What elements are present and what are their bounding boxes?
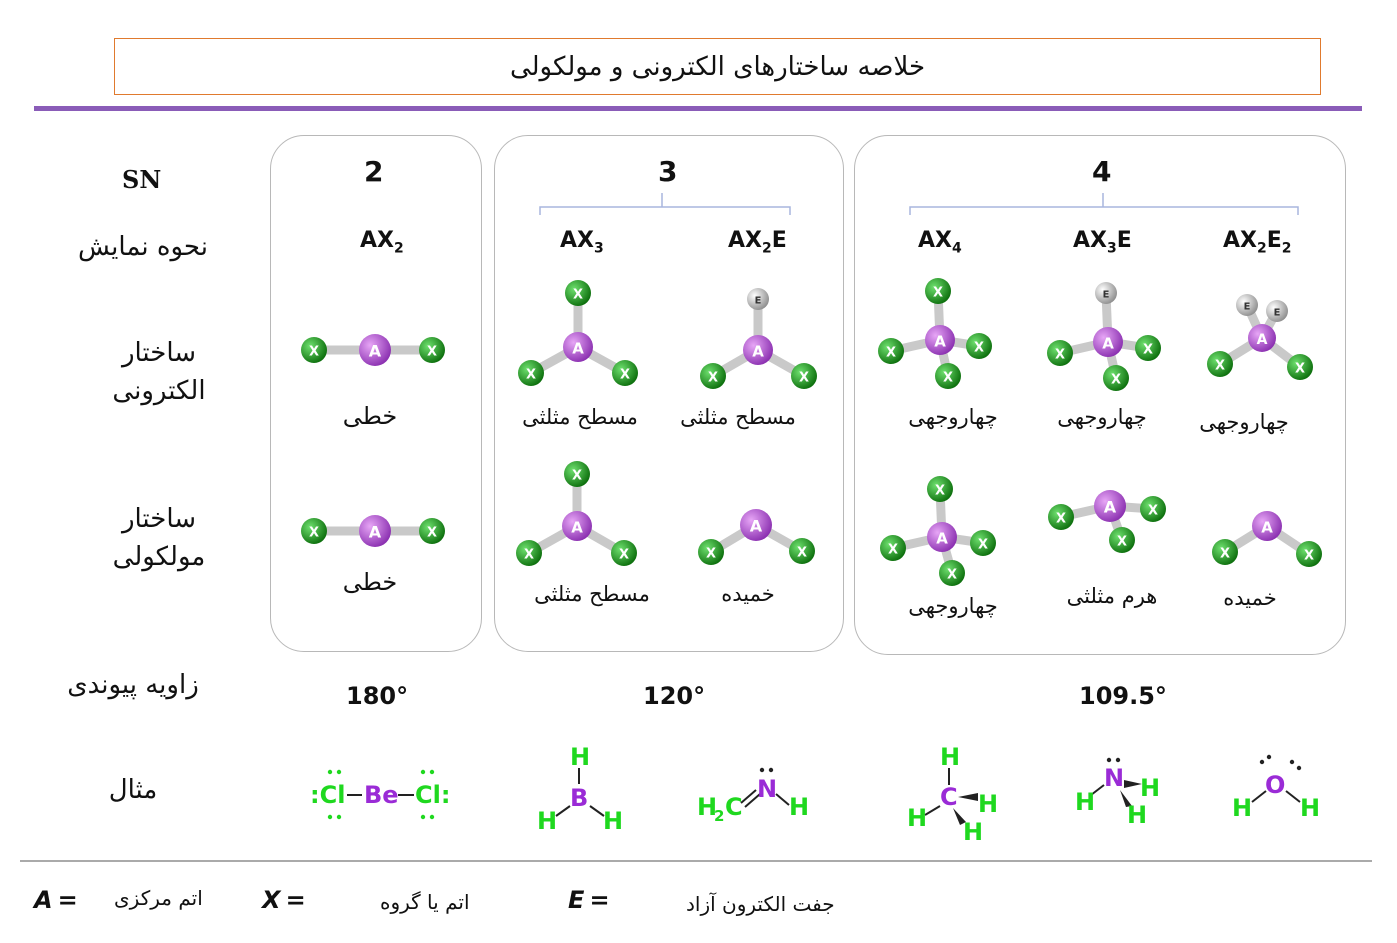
notation-ax2e2: $AX_2E_2$	[1223, 228, 1292, 257]
svg-text:X: X	[525, 367, 537, 383]
svg-text:X: X	[308, 344, 320, 360]
legend-lone-pair-text: جفت الکترون آزاد	[686, 892, 835, 916]
svg-text:X: X	[707, 370, 719, 386]
svg-text:X: X	[1055, 511, 1067, 527]
svg-text:A: A	[571, 518, 583, 537]
molecular-geometry-ax4: چهاروجهی	[908, 594, 998, 618]
sn-value-4: 4	[1092, 155, 1112, 188]
svg-text:H: H	[1232, 794, 1253, 822]
row-label-example: مثال	[108, 775, 158, 805]
legend-lone-pair: E =	[568, 886, 610, 914]
svg-text:X: X	[1054, 347, 1066, 363]
svg-text:X: X	[946, 567, 958, 583]
row-label-notation: نحوه نمایش	[78, 232, 208, 262]
svg-text:A: A	[1261, 518, 1273, 537]
svg-text:E: E	[1243, 301, 1251, 313]
row-label-electronic-1: ساختار	[121, 338, 197, 368]
svg-text:H: H	[789, 793, 810, 821]
svg-text:H: H	[570, 743, 591, 771]
svg-text:E: E	[1102, 289, 1110, 301]
notation-ax3e: $AX_3E$	[1073, 228, 1132, 257]
legend-symbol-x: X	[262, 886, 281, 914]
molecular-geometry-ax2e: خمیده	[721, 582, 775, 606]
example-nh3	[1075, 758, 1160, 829]
svg-text:X: X	[1214, 358, 1226, 374]
notation-ax2e: $AX_2E$	[728, 228, 787, 257]
svg-text:E: E	[1273, 307, 1281, 319]
row-label-electronic-2: الکترونی	[112, 376, 206, 406]
svg-text:A: A	[1103, 497, 1117, 517]
svg-text:2: 2	[714, 807, 725, 825]
svg-text:H: H	[1075, 788, 1096, 816]
notation-ax2: $AX_2$	[360, 228, 404, 257]
svg-text:A: A	[1102, 334, 1114, 353]
svg-text:H: H	[1300, 794, 1321, 822]
svg-text:X: X	[977, 537, 989, 553]
svg-text:A: A	[368, 341, 382, 361]
svg-text:X: X	[934, 483, 946, 499]
electronic-geometry-ax2: خطی	[342, 402, 398, 430]
molecular-geometry-ax3: مسطح مثلثی	[534, 582, 650, 606]
svg-text:X: X	[1219, 546, 1231, 562]
example-becl2	[310, 770, 450, 819]
example-ch2nh	[697, 768, 809, 825]
row-label-molecular-1: ساختار	[121, 504, 197, 534]
molecular-geometry-ax2: خطی	[342, 568, 398, 596]
legend-divider	[20, 860, 1372, 862]
svg-text:N: N	[757, 775, 778, 803]
example-h2o	[1232, 755, 1320, 822]
svg-text:B: B	[570, 784, 589, 812]
electronic-geometry-ax4: چهاروجهی	[908, 405, 998, 429]
svg-text:A: A	[752, 342, 764, 361]
svg-text:X: X	[1142, 342, 1154, 358]
svg-text:Cl:: Cl:	[415, 781, 451, 809]
svg-text:X: X	[1294, 361, 1306, 377]
electronic-geometry-ax3: مسطح مثلثی	[522, 405, 638, 429]
electronic-geometry-ax2e: مسطح مثلثی	[680, 405, 796, 429]
svg-text:O: O	[1265, 771, 1286, 799]
molecular-geometry-ax2e2: خمیده	[1223, 586, 1277, 610]
bond-angle-sn4: 109.5°	[1079, 682, 1167, 710]
svg-text:X: X	[932, 285, 944, 301]
legend-central-atom-text: اتم مرکزی	[114, 886, 203, 910]
svg-text:H: H	[1127, 801, 1148, 829]
legend-central-atom: A =	[34, 886, 78, 914]
bond-angle-sn2: 180°	[346, 682, 409, 710]
svg-text:Be: Be	[364, 781, 399, 809]
legend-symbol-e: E	[568, 886, 585, 914]
svg-text:X: X	[308, 525, 320, 541]
svg-text:X: X	[973, 340, 985, 356]
svg-text:X: X	[571, 468, 583, 484]
notation-ax4: $AX_4$	[918, 228, 962, 257]
svg-text:A: A	[572, 339, 584, 358]
molecular-geometry-ax3e: هرم مثلثی	[1066, 584, 1158, 608]
svg-text:H: H	[537, 807, 558, 835]
page-title-text: خلاصه ساختارهای الکترونی و مولکولی	[509, 51, 926, 82]
legend-symbol-a: A	[34, 886, 53, 914]
svg-text:A: A	[936, 529, 948, 548]
svg-text:X: X	[1147, 503, 1159, 519]
svg-text:H: H	[603, 807, 624, 835]
svg-text:X: X	[705, 546, 717, 562]
example-bh3	[537, 743, 623, 835]
legend-ligand-text: اتم یا گروه	[380, 890, 470, 914]
row-label-molecular-2: مولکولی	[112, 542, 206, 572]
svg-text:X: X	[885, 345, 897, 361]
electronic-geometry-ax2e2: چهاروجهی	[1199, 410, 1289, 434]
svg-text:H: H	[963, 818, 984, 846]
svg-text:X: X	[523, 547, 535, 563]
svg-text:X: X	[1116, 534, 1128, 550]
sn-value-3: 3	[658, 155, 678, 188]
svg-text:E: E	[754, 295, 762, 307]
svg-text:N: N	[1104, 764, 1125, 792]
example-ch4	[907, 743, 998, 846]
svg-text:H: H	[697, 793, 718, 821]
svg-text:X: X	[426, 525, 438, 541]
svg-text:X: X	[798, 370, 810, 386]
svg-text:X: X	[426, 344, 438, 360]
bond-angle-sn3: 120°	[643, 682, 706, 710]
svg-text:H: H	[907, 804, 928, 832]
svg-text:X: X	[618, 547, 630, 563]
row-label-sn: SN	[122, 165, 162, 194]
svg-text:H: H	[1140, 774, 1161, 802]
svg-text:X: X	[942, 370, 954, 386]
svg-text:X: X	[796, 545, 808, 561]
legend-ligand: X =	[262, 886, 306, 914]
notation-ax3: $AX_3$	[560, 228, 604, 257]
row-label-angle: زاویه پیوندی	[67, 670, 199, 700]
svg-text:X: X	[1303, 548, 1315, 564]
svg-text:X: X	[572, 287, 584, 303]
electronic-geometry-ax3e: چهاروجهی	[1057, 405, 1147, 429]
svg-text:H: H	[978, 790, 999, 818]
svg-text:A: A	[368, 522, 382, 542]
svg-text:C: C	[940, 783, 958, 811]
sn-value-2: 2	[364, 155, 384, 188]
svg-text:H: H	[940, 743, 961, 771]
svg-text:A: A	[749, 516, 763, 536]
svg-text:A: A	[1256, 331, 1268, 348]
svg-text:X: X	[1110, 372, 1122, 388]
svg-text:A: A	[934, 332, 946, 351]
svg-text:C: C	[725, 793, 743, 821]
svg-text:X: X	[887, 542, 899, 558]
svg-text:X: X	[619, 367, 631, 383]
svg-text::Cl: :Cl	[310, 781, 346, 809]
